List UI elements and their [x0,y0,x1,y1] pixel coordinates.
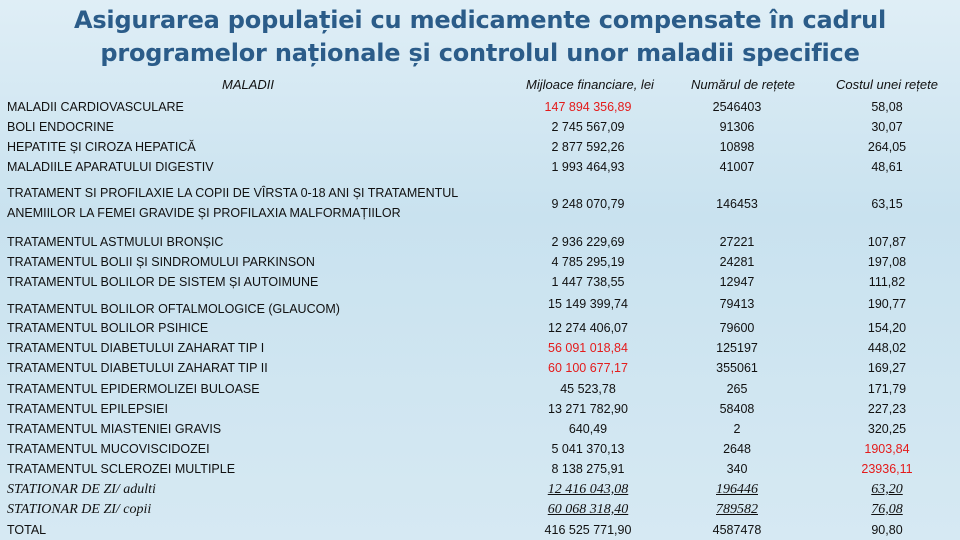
row-mijloace: 13 271 782,90 [548,402,628,416]
row-name: TRATAMENTUL MIASTENIEI GRAVIS [7,422,222,436]
table-row [0,117,960,137]
header-maladii: MALADII [222,76,275,92]
row-name: BOLI ENDOCRINE [7,120,114,134]
table-row [0,318,960,338]
header-cost: Costul unei rețete [836,76,938,92]
row-cost: 448,02 [867,341,907,355]
header-mijloace: Mijloace financiare, lei [526,76,654,92]
row-name: TRATAMENTUL DIABETULUI ZAHARAT TIP I [7,341,265,355]
row-numar: 355061 [716,361,758,375]
row-mijloace: 1 993 464,93 [551,160,625,174]
table-row [0,184,960,224]
row-numar: 10898 [719,140,755,154]
row-numar: 79413 [719,297,755,311]
row-mijloace: 12 274 406,07 [548,321,628,335]
table-row [0,97,960,117]
row-mijloace: 15 149 399,74 [548,297,628,311]
row-name: TRATAMENTUL DIABETULUI ZAHARAT TIP II [7,361,268,375]
table-row-total [0,520,960,540]
table-row [0,137,960,157]
row-cost: 90,80 [871,523,903,537]
row-name: TRATAMENTUL SCLEROZEI MULTIPLE [7,462,236,476]
row-name: TRATAMENTUL EPIDERMOLIZEI BULOASE [7,382,260,396]
row-cost: 58,08 [871,100,903,114]
row-numar: 196446 [716,482,758,497]
table-row [0,338,960,358]
row-numar: 12947 [719,275,755,289]
table-row [0,272,960,292]
row-name: TRATAMENTUL ASTMULUI BRONȘIC [7,235,224,249]
row-cost: 48,61 [871,160,903,174]
table-row [0,298,960,318]
row-mijloace: 9 248 070,79 [551,197,625,211]
table-row [0,419,960,439]
row-name: TRATAMENTUL BOLILOR DE SISTEM ȘI AUTOIMUNE [7,275,319,289]
table-row [0,232,960,252]
table-row [0,399,960,419]
row-mijloace: 45 523,78 [560,382,616,396]
row-numar: 2648 [723,442,751,456]
row-mijloace: 416 525 771,90 [544,523,632,537]
row-numar: 2 [733,422,741,436]
row-numar: 265 [726,382,748,396]
row-numar: 27221 [719,235,755,249]
row-cost: 63,20 [871,482,903,497]
row-name: MALADIILE APARATULUI DIGESTIV [7,160,214,174]
row-name: HEPATITE ȘI CIROZA HEPATICĂ [7,140,196,154]
row-numar: 146453 [716,197,758,211]
title-line-1: Asigurarea populației cu medicamente compensate în cadrul [73,6,887,34]
table-row [0,480,960,500]
row-numar: 125197 [716,341,758,355]
row-mijloace: 4 785 295,19 [551,255,625,269]
row-name: TRATAMENTUL BOLILOR PSIHICE [7,321,209,335]
row-cost: 197,08 [867,255,907,269]
row-name-line-1: TRATAMENT SI PROFILAXIE LA COPII DE VÎRSTA 0-18 ANI ȘI TRATAMENTUL [7,186,459,200]
table-row [0,439,960,459]
row-mijloace: 640,49 [568,422,608,436]
row-name: MALADII CARDIOVASCULARE [7,100,184,114]
row-numar: 41007 [719,160,755,174]
row-name: TOTAL [7,523,47,537]
row-cost: 264,05 [867,140,907,154]
row-numar: 58408 [719,402,755,416]
row-numar: 789582 [716,502,758,517]
row-mijloace: 60 068 318,40 [547,502,629,517]
table-row [0,379,960,399]
row-mijloace: 60 100 677,17 [548,361,628,375]
row-numar: 91306 [719,120,755,134]
row-name: STATIONAR DE ZI/ adulti [7,482,156,497]
row-mijloace: 147 894 356,89 [544,100,632,114]
row-numar: 4587478 [712,523,762,537]
row-mijloace: 1 447 738,55 [551,275,625,289]
row-cost: 23936,11 [861,462,913,476]
row-mijloace: 2 877 592,26 [551,140,625,154]
row-numar: 340 [726,462,748,476]
row-name-line-2: ANEMIILOR LA FEMEI GRAVIDE ȘI PROFILAXIA MALFORMAȚIILOR [7,206,401,220]
row-name: TRATAMENTUL BOLILOR OFTALMOLOGICE (GLAUCOM) [7,302,340,316]
row-cost: 190,77 [867,297,907,311]
table-row [0,459,960,479]
row-cost: 111,82 [868,275,906,289]
title-line-2: programelor naționale și controlul unor maladii specifice [100,39,860,67]
row-cost: 227,23 [867,402,907,416]
row-mijloace: 12 416 043,08 [547,482,629,497]
row-numar: 79600 [719,321,755,335]
row-name: STATIONAR DE ZI/ copii [7,502,152,517]
row-cost: 30,07 [871,120,903,134]
table-row [0,500,960,520]
row-mijloace: 2 745 567,09 [551,120,625,134]
row-cost: 320,25 [867,422,907,436]
row-cost: 107,87 [867,235,907,249]
row-cost: 169,27 [867,361,907,375]
row-name: TRATAMENTUL BOLII ȘI SINDROMULUI PARKINSON [7,255,315,269]
slide-title [0,4,960,70]
table-row [0,252,960,272]
table-row [0,157,960,177]
row-cost: 171,79 [867,382,907,396]
row-cost: 154,20 [867,321,907,335]
row-mijloace: 5 041 370,13 [551,442,625,456]
row-mijloace: 2 936 229,69 [551,235,625,249]
row-mijloace: 56 091 018,84 [548,341,628,355]
row-cost: 76,08 [871,502,903,517]
row-name: TRATAMENTUL MUCOVISCIDOZEI [7,442,210,456]
row-name: TRATAMENTUL EPILEPSIEI [7,402,168,416]
row-numar: 2546403 [712,100,762,114]
table-row [0,358,960,378]
header-numar: Numărul de rețete [690,76,796,92]
row-mijloace: 8 138 275,91 [551,462,625,476]
row-numar: 24281 [719,255,755,269]
row-cost: 1903,84 [864,442,910,456]
row-cost: 63,15 [871,197,903,211]
